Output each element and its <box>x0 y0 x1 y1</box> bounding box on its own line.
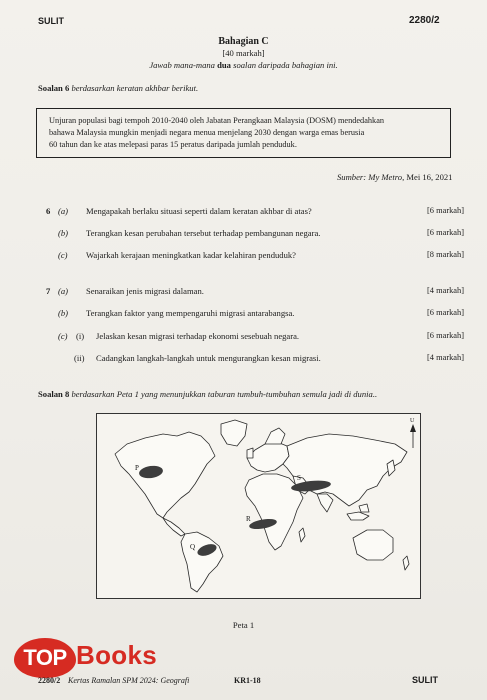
footer-title: Kertas Ramalan SPM 2024: Geografi <box>68 676 190 685</box>
north-america-outline <box>115 432 215 518</box>
q7c-ii-label: (ii) <box>74 353 85 363</box>
excerpt-line: Unjuran populasi bagi tempoh 2010-2040 oleh Jabatan Perangkaan Malaysia (DOSM) mendedahkan <box>49 116 385 125</box>
q6c-label: (c) <box>58 250 68 260</box>
logo-books-text: Books <box>76 640 157 670</box>
q7c-ii-text: Cadangkan langkah-langkah untuk mengurangkan kesan migrasi. <box>96 353 321 363</box>
south-america-outline <box>181 532 223 592</box>
new-zealand-outline <box>403 556 409 570</box>
central-america-outline <box>163 518 185 536</box>
q6b-marks: [6 markah] <box>427 228 464 237</box>
q7b-text: Terangkan faktor yang mempengaruhi migrasi antarabangsa. <box>86 308 295 318</box>
q6c-text: Wajarkah kerajaan meningkatkan kadar kelahiran penduduk? <box>86 250 296 260</box>
header-paper-code: 2280/2 <box>409 15 440 26</box>
section-instruction: Jawab mana-mana dua soalan daripada bahagian ini. <box>149 60 338 70</box>
region-label-p: P <box>135 464 139 472</box>
q8-intro: Soalan 8 berdasarkan Peta 1 yang menunjukkan taburan tumbuh-tumbuhan semula jadi di dunia.. <box>38 389 378 399</box>
british-isles-outline <box>247 448 253 458</box>
q7-number: 7 <box>46 286 51 296</box>
q6-intro: Soalan 6 berdasarkan keratan akhbar berikut. <box>38 83 199 93</box>
excerpt-source: Sumber: My Metro, Mei 16, 2021 <box>337 172 453 182</box>
scandinavia-outline <box>265 428 285 444</box>
excerpt-line: bahawa Malaysia mungkin menjadi negara menua menjelang 2030 dengan warga emas berusia <box>49 128 365 137</box>
footer-code: 2280/2 <box>38 676 61 685</box>
logo-top-badge: TOP <box>14 638 76 678</box>
q6a-text: Mengapakah berlaku situasi seperti dalam keratan akhbar di atas? <box>86 206 312 216</box>
greenland-outline <box>221 420 247 446</box>
world-map <box>97 414 420 598</box>
region-label-r: R <box>246 515 251 523</box>
q7b-label: (b) <box>58 308 69 318</box>
q7c-i-label: (i) <box>76 331 85 341</box>
q7a-text: Senaraikan jenis migrasi dalaman. <box>86 286 204 296</box>
section-marks: [40 markah] <box>222 48 265 58</box>
footer-page-number: KR1-18 <box>234 676 261 685</box>
excerpt-line: 60 tahun dan ke atas melepasi paras 15 peratus daripada jumlah penduduk. <box>49 140 297 149</box>
q6a-label: (a) <box>58 206 69 216</box>
q7c-label: (c) <box>58 331 68 341</box>
borneo-outline <box>359 504 369 512</box>
q7a-marks: [4 markah] <box>427 286 464 295</box>
q7b-marks: [6 markah] <box>427 308 464 317</box>
region-label-q: Q <box>190 543 196 551</box>
world-map-figure <box>96 413 421 599</box>
q6-number: 6 <box>46 206 51 216</box>
north-arrow-icon <box>410 424 416 448</box>
header-sulit: SULIT <box>38 16 64 26</box>
madagascar-outline <box>299 528 305 542</box>
region-label-s: S <box>297 474 301 482</box>
section-title: Bahagian C <box>218 36 269 47</box>
q6b-label: (b) <box>58 228 69 238</box>
q7a-label: (a) <box>58 286 69 296</box>
australia-outline <box>353 530 393 560</box>
news-excerpt-box <box>36 108 451 158</box>
india-outline <box>317 494 333 512</box>
indonesia-outline <box>347 512 369 520</box>
q6a-marks: [6 markah] <box>427 206 464 215</box>
q6b-text: Terangkan kesan perubahan tersebut terhadap pembangunan negara. <box>86 228 321 238</box>
q7c-ii-marks: [4 markah] <box>427 353 464 362</box>
footer-sulit: SULIT <box>412 675 438 685</box>
q7c-i-text: Jelaskan kesan migrasi terhadap ekonomi sesebuah negara. <box>96 331 300 341</box>
map-caption: Peta 1 <box>232 620 255 630</box>
north-label: U <box>410 418 415 424</box>
q7c-i-marks: [6 markah] <box>427 331 464 340</box>
q6c-marks: [8 markah] <box>427 250 464 259</box>
